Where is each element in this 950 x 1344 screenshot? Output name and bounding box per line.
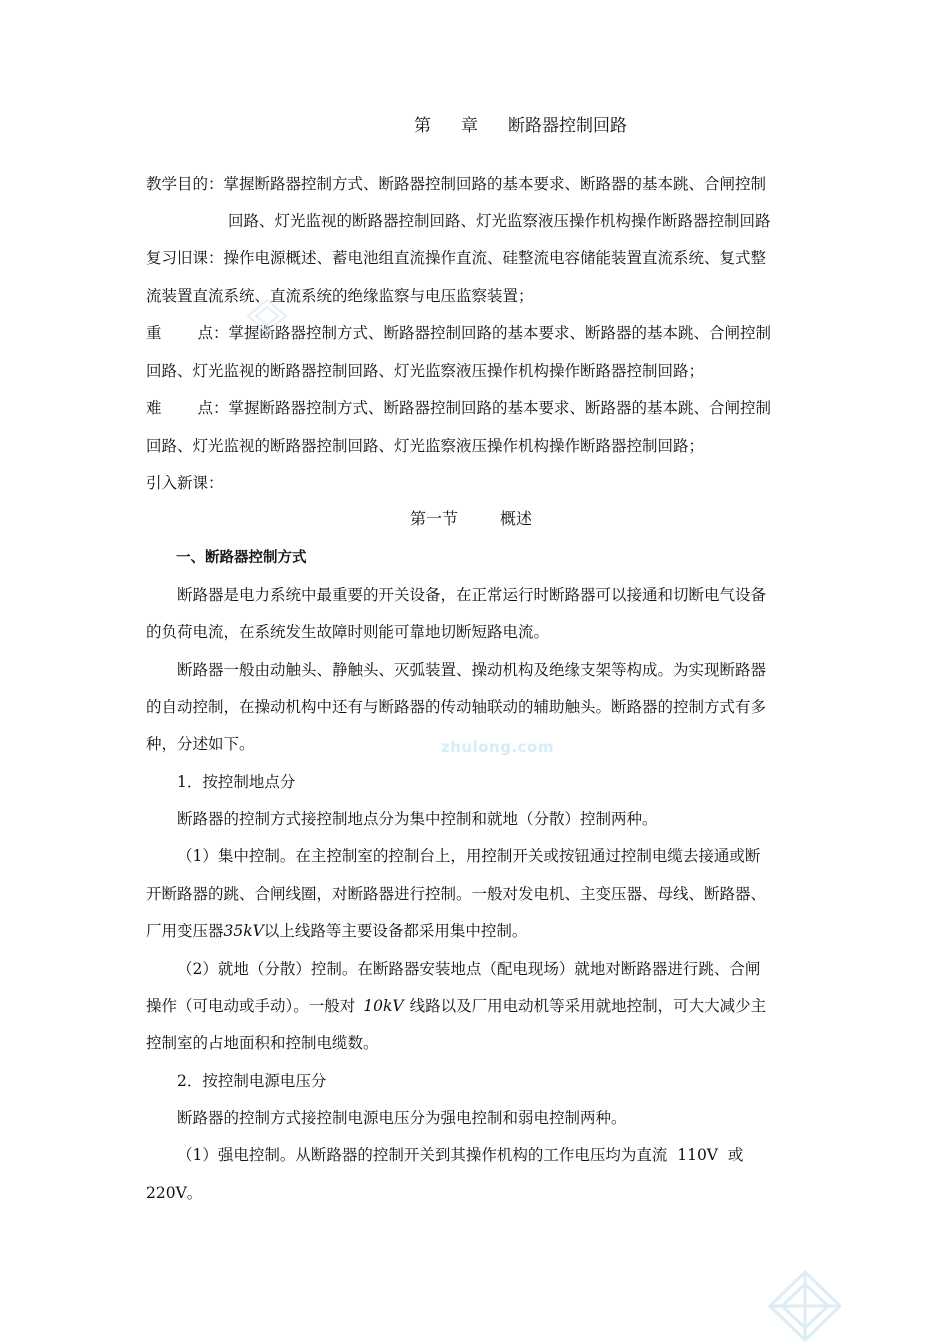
paragraph-6: 断路器的控制方式接控制电源电压分为强电控制和弱电控制两种。: [177, 1109, 627, 1127]
objective-line-1: 教学目的：掌握断路器控制方式、断路器控制回路的基本要求、断路器的基本跳、合闸控制: [146, 175, 767, 193]
item-by-location: 1．按控制地点分: [177, 773, 296, 791]
paragraph-5-line-1: （2）就地（分散）控制。在断路器安装地点（配电现场）就地对断路器进行跳、合闸: [177, 960, 761, 978]
intro-label: 引入新课：: [146, 474, 224, 492]
objective-line-2: 回路、灯光监视的断路器控制回路、灯光监察液压操作机构操作断路器控制回路: [228, 212, 771, 230]
watermark-text: zhulong.com: [441, 738, 554, 756]
watermark-logo-small-icon: [244, 298, 290, 334]
key-points-line-2: 回路、灯光监视的断路器控制回路、灯光监察液压操作机构操作断路器控制回路；: [146, 362, 705, 380]
paragraph-3: 断路器的控制方式接控制地点分为集中控制和就地（分散）控制两种。: [177, 810, 658, 828]
paragraph-7-line-2: 220V。: [146, 1184, 203, 1202]
item-by-voltage: 2．按控制电源电压分: [177, 1072, 327, 1090]
paragraph-5-line-2: 操作（可电动或手动）。一般对 10kV 线路以及厂用电动机等采用就地控制，可大大减少主: [146, 997, 767, 1015]
paragraph-2-line-2: 的自动控制，在操动机构中还有与断路器的传动轴联动的辅助触头。断路器的控制方式有多: [146, 698, 767, 716]
chapter-title: 第 章 断路器控制回路: [414, 116, 627, 136]
review-line-2: 流装置直流系统、直流系统的绝缘监察与电压监察装置；: [146, 287, 534, 305]
watermark-logo-large-icon: [766, 1268, 844, 1344]
paragraph-4-line-1: （1）集中控制。在主控制室的控制台上，用控制开关或按钮通过控制电缆去接通或断: [177, 847, 761, 865]
paragraph-1-line-1: 断路器是电力系统中最重要的开关设备，在正常运行时断路器可以接通和切断电气设备: [177, 586, 767, 604]
heading-control-methods: 一、断路器控制方式: [176, 550, 307, 566]
key-points-line-1: 重 点：掌握断路器控制方式、断路器控制回路的基本要求、断路器的基本跳、合闸控制: [146, 324, 772, 342]
difficult-points-line-2: 回路、灯光监视的断路器控制回路、灯光监察液压操作机构操作断路器控制回路；: [146, 437, 705, 455]
paragraph-4-line-3: 厂用变压器35kV以上线路等主要设备都采用集中控制。: [146, 922, 528, 940]
difficult-points-line-1: 难 点：掌握断路器控制方式、断路器控制回路的基本要求、断路器的基本跳、合闸控制: [146, 399, 772, 417]
review-line-1: 复习旧课：操作电源概述、蓄电池组直流操作直流、硅整流电容储能装置直流系统、复式整: [146, 249, 767, 267]
paragraph-7-line-1: （1）强电控制。从断路器的控制开关到其操作机构的工作电压均为直流 110V 或: [177, 1146, 744, 1164]
paragraph-5-line-3: 控制室的占地面积和控制电缆数。: [146, 1034, 379, 1052]
paragraph-1-line-2: 的负荷电流，在系统发生故障时则能可靠地切断短路电流。: [146, 623, 550, 641]
section-title: 第一节 概述: [410, 509, 533, 528]
paragraph-2-line-1: 断路器一般由动触头、静触头、灭弧装置、操动机构及绝缘支架等构成。为实现断路器: [177, 661, 767, 679]
paragraph-4-line-2: 开断路器的跳、合闸线圈，对断路器进行控制。一般对发电机、主变压器、母线、断路器、: [146, 885, 767, 903]
paragraph-2-line-3: 种，分述如下。: [146, 735, 255, 753]
